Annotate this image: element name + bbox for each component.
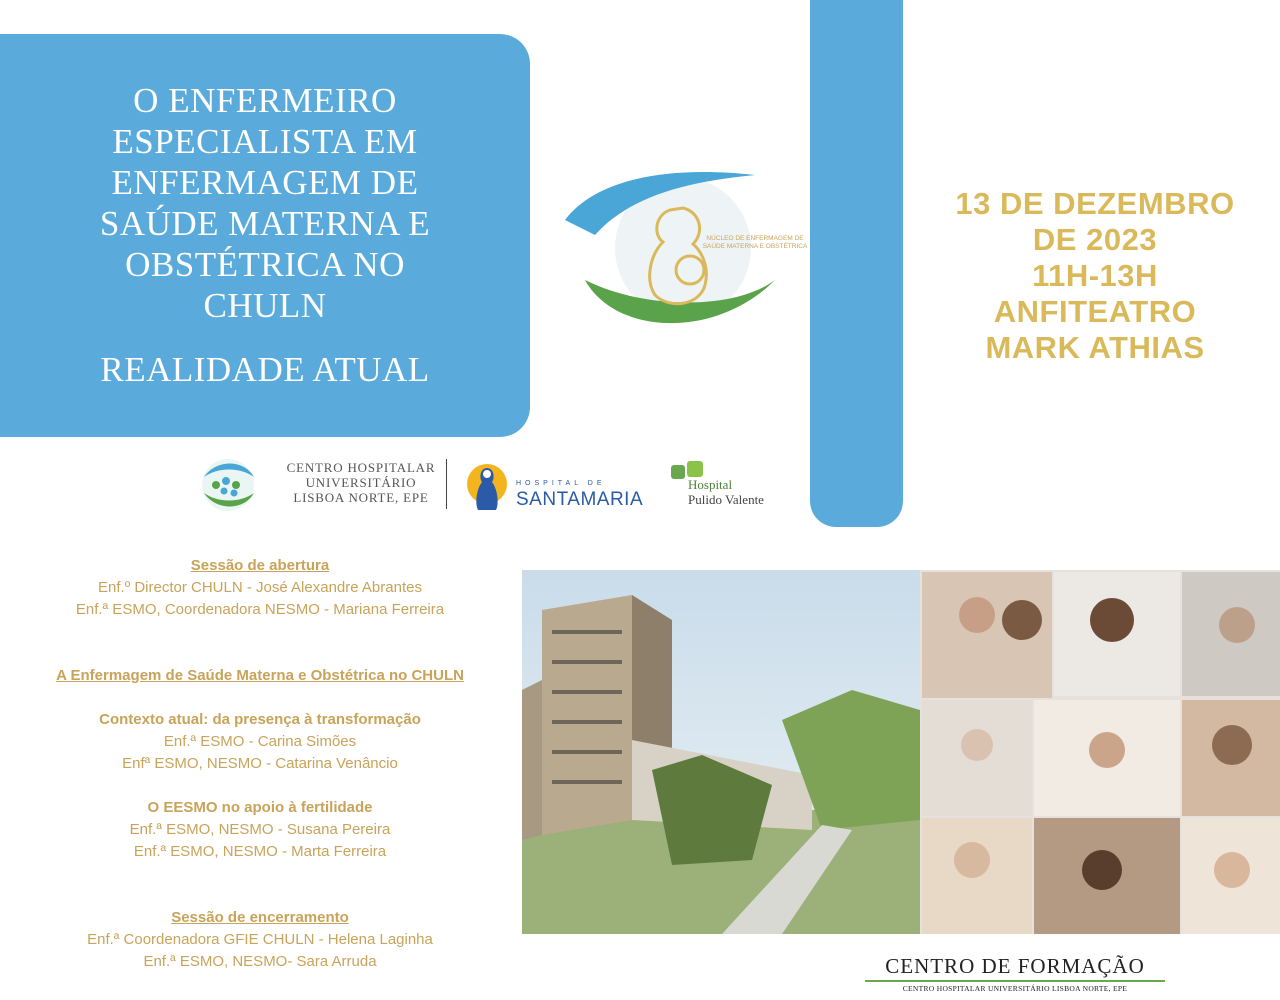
chuln-logo-icon bbox=[196, 455, 260, 515]
chuln-name-line: CENTRO HOSPITALAR bbox=[286, 460, 436, 475]
title-panel bbox=[0, 34, 530, 437]
title-line: O ENFERMEIRO bbox=[133, 81, 397, 120]
pulido-name-line: Pulido Valente bbox=[688, 492, 764, 507]
speaker: Enf.ª ESMO - Carina Simões bbox=[163, 733, 357, 750]
title-line: OBSTÉTRICA NO bbox=[125, 245, 405, 284]
closing-session-title: Sessão de encerramento bbox=[171, 909, 349, 926]
chuln-name-line: LISBOA NORTE, EPE bbox=[293, 490, 429, 505]
speaker: Enf.ª ESMO, Coordenadora NESMO - Mariana Ferreira bbox=[75, 601, 445, 618]
title-line: ENFERMAGEM DE bbox=[111, 163, 419, 202]
santa-maria-name-part: SANTA bbox=[516, 489, 581, 510]
centro-divider bbox=[865, 980, 1165, 982]
opening-session-title: Sessão de abertura bbox=[190, 557, 330, 574]
logo-divider bbox=[446, 459, 447, 509]
pulido-valente-name bbox=[688, 477, 764, 507]
speaker: Enfª ESMO, NESMO - Catarina Venâncio bbox=[122, 755, 398, 772]
santa-maria-name-part: MARIA bbox=[580, 489, 644, 510]
event-subtitle: REALIDADE ATUAL bbox=[100, 350, 430, 389]
pulido-name-line: Hospital bbox=[688, 477, 733, 492]
institution-logos bbox=[196, 455, 796, 517]
event-title bbox=[30, 80, 500, 326]
event-venue: ANFITEATRO bbox=[993, 294, 1197, 329]
chuln-name bbox=[276, 460, 446, 505]
centro-title: CENTRO DE FORMAÇÃO bbox=[885, 954, 1145, 978]
title-line: CHULN bbox=[203, 286, 327, 325]
centro-subtitle: CENTRO HOSPITALAR UNIVERSITÁRIO LISBOA NORTE, EPE bbox=[902, 984, 1128, 993]
talk-title: O EESMO no apoio à fertilidade bbox=[147, 799, 373, 816]
nesmo-logo-text: NÚCLEO DE ENFERMAGEM DE SAÚDE MATERNA E OBSTÉTRICA bbox=[702, 235, 808, 250]
program bbox=[0, 555, 520, 973]
section-title: A Enfermagem de Saúde Materna e Obstétrica no CHULN bbox=[56, 667, 464, 684]
event-date-year: DE 2023 bbox=[1032, 222, 1158, 257]
chuln-name-line: UNIVERSITÁRIO bbox=[305, 475, 417, 490]
hospital-and-families-image bbox=[522, 570, 1280, 934]
talk-title: Contexto atual: da presença à transformação bbox=[99, 711, 421, 728]
santa-maria-name bbox=[516, 489, 643, 511]
event-info bbox=[925, 186, 1265, 366]
speaker: Enf.ª ESMO, NESMO - Susana Pereira bbox=[129, 821, 391, 838]
event-venue-name: MARK ATHIAS bbox=[985, 330, 1205, 365]
santa-maria-logo-icon bbox=[466, 460, 508, 512]
santa-maria-small-text: HOSPITAL DE bbox=[516, 480, 606, 487]
event-date: 13 DE DEZEMBRO bbox=[955, 186, 1235, 221]
title-line: ESPECIALISTA EM bbox=[112, 122, 418, 161]
event-time: 11H-13H bbox=[1032, 258, 1158, 293]
speaker: Enf.ª Coordenadora GFIE CHULN - Helena Laginha bbox=[87, 931, 433, 948]
decorative-blue-bar bbox=[810, 0, 903, 527]
centro-formacao-logo bbox=[865, 954, 1165, 993]
title-line: SAÚDE MATERNA E bbox=[99, 204, 431, 243]
speaker: Enf.º Director CHULN - José Alexandre Abrantes bbox=[98, 579, 422, 596]
speaker: Enf.ª ESMO, NESMO- Sara Arruda bbox=[143, 953, 377, 970]
speaker: Enf.ª ESMO, NESMO - Marta Ferreira bbox=[133, 843, 387, 860]
